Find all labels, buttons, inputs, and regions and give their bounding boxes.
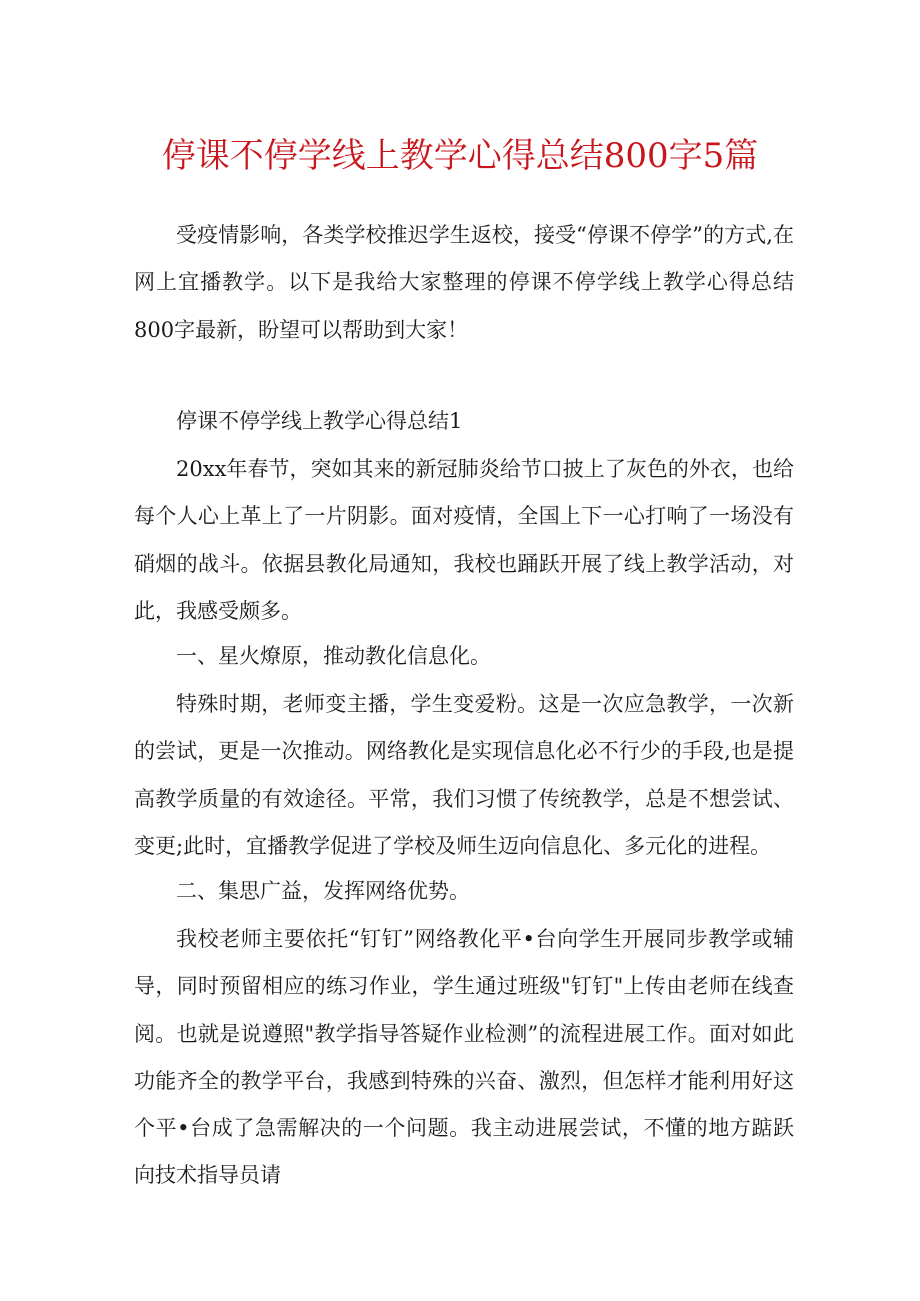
body-paragraph-3: 我校老师主要依托“钉钉”网络教化平•台向学生开展同步教学或辅导，同时预留相应的练习作业，学生通过班级"钉钉"上传由老师在线查阅。也就是说遵照"教学指导答疑作业检测”的流程进展工作。面对如此功能齐全的教学平台，我感到特殊的兴奋、激烈，但怎样才能利用好这个平•台成了急需解决的一个问题。我主动进展尝试，不懂的地方踮跃向技术指导员请: [134, 927, 794, 1188]
point-heading-2: 二、集思广益，发挥网络优势。: [176, 879, 470, 903]
point-heading-1: 一、星火燎原，推动教化信息化。: [176, 644, 491, 668]
document-title: 停课不停学线上教学心得总结800字5篇: [161, 136, 759, 176]
intro-paragraph: 受疫情影响，各类学校推迟学生返校，接受“停课不停学”的方式,在网上宜播教学。以下是我给大家整理的停课不停学线上教学心得总结800字最新，盼望可以帮助到大家！: [134, 223, 794, 342]
section-heading: 停课不停学线上教学心得总结1: [176, 409, 463, 433]
body-paragraph-1: 20xx年春节，突如其来的新冠肺炎给节口披上了灰色的外衣，也给每个人心上革上了一片阴影。面对疫情，全国上下一心打响了一场没有硝烟的战斗。依据县教化局通知，我校也踊跃开展了线上教学活动，对此，我感受颇多。: [134, 457, 794, 623]
body-paragraph-2: 特殊时期，老师变主播，学生变爱粉。这是一次应急教学，一次新的尝试，更是一次推动。网络教化是实现信息化必不行少的手段,也是提高教学质量的有效途径。平常，我们习惯了传统教学，总是不想尝试、变更;此时，宜播教学促进了学校及师生迈向信息化、多元化的进程。: [134, 692, 794, 858]
